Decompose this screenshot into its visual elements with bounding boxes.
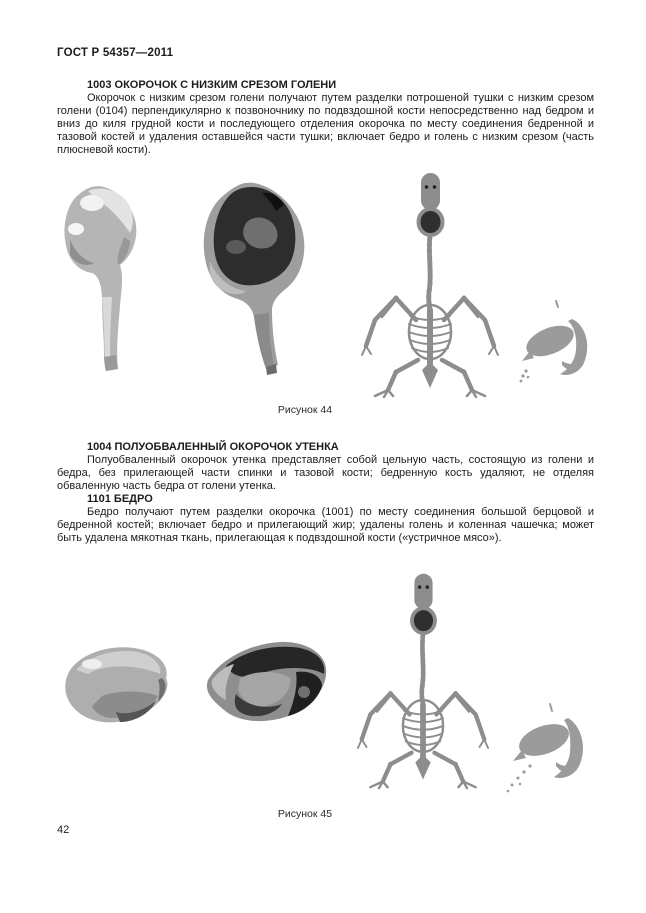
photo-thigh-meat-side — [200, 632, 332, 732]
photo-leg-quarter-skin-side — [58, 177, 152, 375]
section-1003 — [57, 79, 594, 157]
photo-thigh-skin-side — [58, 634, 182, 736]
section-1004-1101 — [57, 441, 594, 545]
photo-leg-quarter-meat-side — [196, 177, 312, 377]
standard-designation: ГОСТ Р 54357—2011 — [57, 47, 174, 59]
highlighted-leg-bones-diagram — [508, 295, 598, 390]
section-1004-heading: 1004 ПОЛУОБВАЛЕННЫЙ ОКОРОЧОК УТЕНКА — [87, 441, 339, 453]
section-1003-paragraph: Окорочок с низким срезом голени получают путем разделки потрошеной тушки с низким срезом голени (0104) перпендикулярно к позвоночнику по подвздошной кости непосредственно над бедром и вниз до киля грудной кости и последующего отделения окорочка по месту соединения бедренной и тазовой костей и удаления оставшейся части тушки; включает бедро и голень с низким срезом (часть плюсневой кости). — [57, 92, 594, 156]
section-1003-heading: 1003 ОКОРОЧОК С НИЗКИМ СРЕЗОМ ГОЛЕНИ — [87, 79, 337, 91]
figure-45-caption: Рисунок 45 — [277, 808, 333, 820]
section-1004-paragraph: Полуобваленный окорочок утенка представляет собой цельную часть, состоящую из голени и бедра, без прилегающей части спинки и тазовой кости; бедренную кость удаляют, не отделяя обваленную часть бедра от голени утенка. — [57, 454, 594, 492]
duck-skeleton-diagram — [356, 568, 490, 792]
duck-skeleton-diagram — [360, 170, 500, 398]
page-number: 42 — [57, 824, 70, 836]
section-1101-paragraph: Бедро получают путем разделки окорочка (1001) по месту соединения большой берцовой и бедренной костей; включает бедро и прилегающий жир; удалены голень и коленная чашечка; может быть удалена мякотная ткань, прилегающая к подвздошной кости («устричное мясо»). — [57, 506, 594, 544]
highlighted-thigh-bone-diagram — [500, 700, 592, 796]
figure-44-caption: Рисунок 44 — [277, 404, 333, 416]
section-1101-heading: 1101 БЕДРО — [87, 493, 153, 505]
